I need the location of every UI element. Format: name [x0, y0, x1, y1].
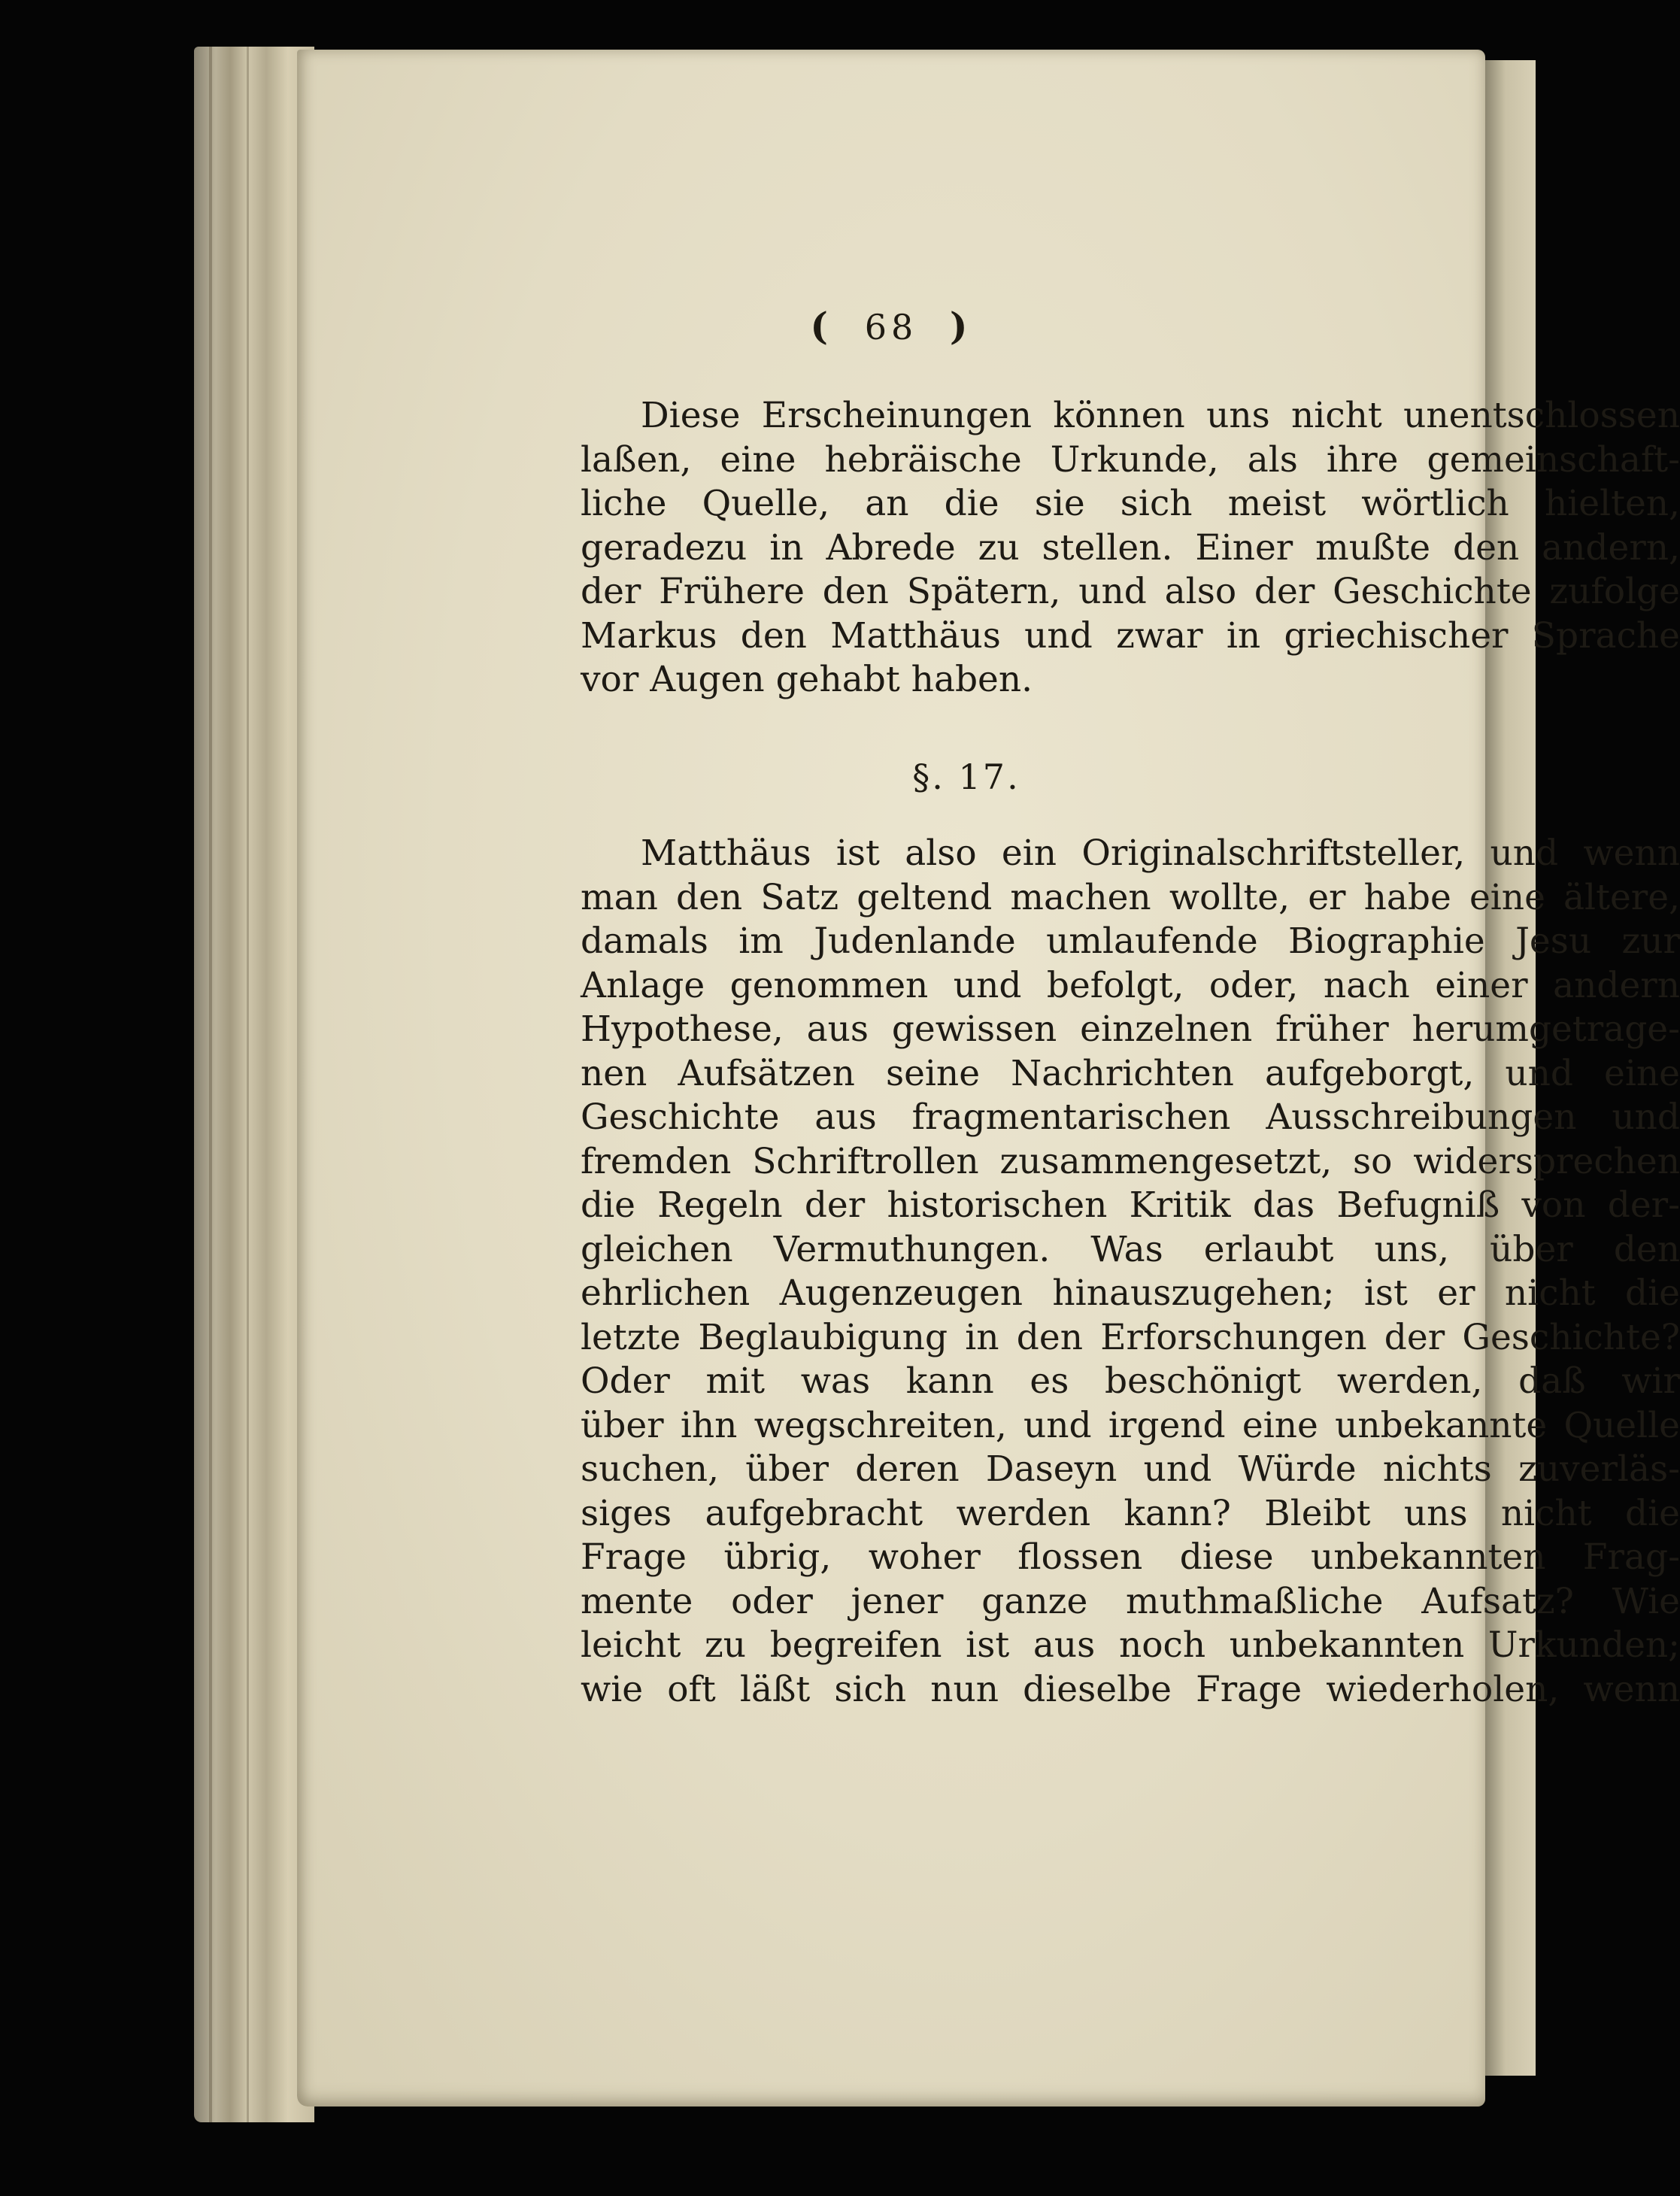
text-line: über ihn wegschreiten, und irgend eine unbekannte Quelle [581, 1404, 1680, 1446]
book-page [297, 50, 1680, 2107]
page-number: 68 [864, 307, 918, 347]
text-line: leicht zu begreifen ist aus noch unbekannten Urkunden; [581, 1624, 1680, 1666]
text-line: liche Quelle, an die sie sich meist wörtlich hielten, [581, 483, 1680, 524]
text-line: nen Aufsätzen seine Nachrichten aufgeborgt, und eine [581, 1052, 1680, 1094]
page-header [297, 304, 1485, 348]
paragraph-two [581, 832, 1680, 1712]
header-bracket-right: ) [949, 304, 972, 348]
text-line: der Frühere den Spätern, und also der Geschichte zufolge [581, 571, 1680, 612]
text-line: ehrlichen Augenzeugen hinauszugehen; ist er nicht die [581, 1272, 1680, 1314]
text-line: man den Satz geltend machen wollte, er habe eine ältere, [581, 876, 1680, 918]
text-line: letzte Beglaubigung in den Erforschungen der Geschichte? [581, 1316, 1680, 1358]
text-line: Diese Erscheinungen können uns nicht unentschlossen [641, 395, 1680, 436]
text-line: gleichen Vermuthungen. Was erlaubt uns, über den [581, 1228, 1680, 1270]
text-line: die Regeln der historischen Kritik das Befugniß von der- [581, 1184, 1680, 1226]
paragraph-one [581, 394, 1680, 702]
text-line: Matthäus ist also ein Originalschriftsteller, und wenn [641, 833, 1680, 874]
section-number: §. 17. [912, 757, 1020, 797]
text-line: Hypothese, aus gewissen einzelnen früher herumgetrage- [581, 1009, 1680, 1050]
text-line: Anlage genommen und befolgt, oder, nach einer andern [581, 964, 1680, 1006]
text-line: mente oder jener ganze muthmaßliche Aufsatz? Wie [581, 1580, 1680, 1622]
text-line: Geschichte aus fragmentarischen Ausschreibungen und [581, 1096, 1680, 1138]
page-edges [194, 47, 314, 2122]
text-line: Oder mit was kann es beschönigt werden, daß wir [581, 1360, 1680, 1402]
text-line: Frage übrig, woher flossen diese unbekannten Frag- [581, 1536, 1680, 1578]
text-line: fremden Schriftrollen zusammengesetzt, so widersprechen [581, 1140, 1680, 1182]
text-line: wie oft läßt sich nun dieselbe Frage wiederholen, wenn [581, 1668, 1680, 1710]
text-line: vor Augen gehabt haben. [581, 659, 1033, 700]
text-line: siges aufgebracht werden kann? Bleibt uns nicht die [581, 1492, 1680, 1534]
text-line: laßen, eine hebräische Urkunde, als ihre gemeinschaft- [581, 438, 1680, 481]
section-heading [297, 757, 1485, 797]
text-line: damals im Judenlande umlaufende Biographie Jesu zur [581, 921, 1680, 962]
text-line: Markus den Matthäus und zwar in griechischer Sprache [581, 614, 1680, 657]
text-line: geradezu in Abrede zu stellen. Einer mußte den andern, [581, 526, 1680, 569]
header-bracket-left: ( [810, 304, 833, 348]
text-line: suchen, über deren Daseyn und Würde nichts zuverläs- [581, 1448, 1680, 1490]
